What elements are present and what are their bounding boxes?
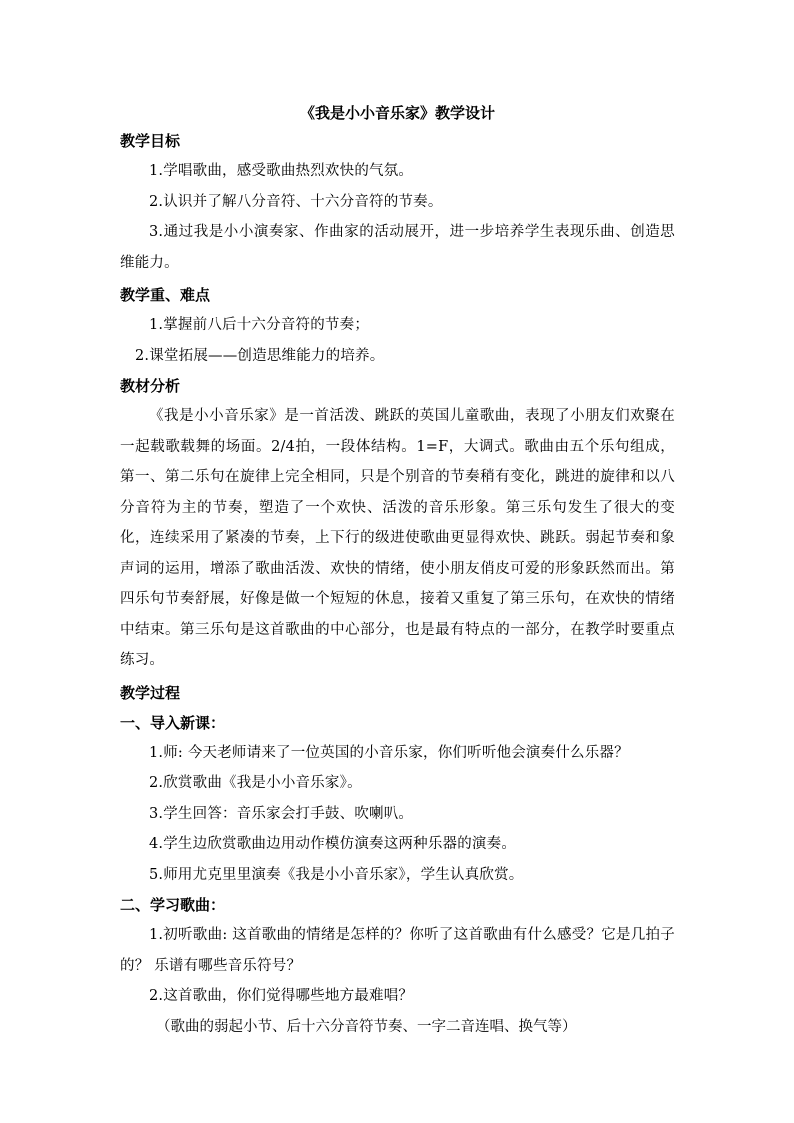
process-part2-heading: 二、学习歌曲：	[120, 896, 226, 914]
process-part2-note: （歌曲的弱起小节、后十六分音符节奏、一字二音连唱、换气等）	[156, 1018, 577, 1035]
section-heading-process: 教学过程	[120, 683, 181, 702]
section-heading-goals: 教学目标	[120, 132, 181, 150]
process-part2-item-1: 1.初听歌曲: 这首歌曲的情绪是怎样的？你听了这首歌曲有什么感受？它是几拍子的？ 乐谱有哪些音乐符号？	[120, 927, 675, 974]
document-title: 《我是小小音乐家》教学设计	[299, 104, 495, 122]
process-part1-item-2: 2.欣赏歌曲《我是小小音乐家》。	[149, 775, 362, 791]
key-point-item-1: 1.掌握前八后十六分音符的节奏；	[149, 317, 370, 333]
process-part1-item-4: 4.学生边欣赏歌曲边用动作模仿演奏这两种乐器的演奏。	[149, 836, 517, 852]
analysis-paragraph: 《我是小小音乐家》是一首活泼、跳跃的英国儿童歌曲，表现了小朋友们欢聚在一起载歌载舞的场面。2/4拍，一段体结构。1=F，大调式。歌曲由五个乐句组成，第一、第二乐句在旋律上完全相同，只是个别音的节奏稍有变化，跳进的旋律和以八分音符为主的节奏，塑造了一个欢快、活泼的音乐形象。第三乐句发生了很大的变化，连续采用了紧凑的节奏，上下行的级进使歌曲更显得欢快、跳跃。弱起节奏和象声词的运用，增添了歌曲活泼、欢快的情绪，使小朋友俏皮可爱的形象跃然而出。第四乐句节奏舒展，好像是做一个短短的休息，接着又重复了第三乐句，在欢快的情绪中结束。第三乐句是这首歌曲的中心部分，也是最有特点的一部分，在教学时要重点练习。	[120, 408, 675, 668]
goal-item-1: 1.学唱歌曲，感受歌曲热烈欢快的气氛。	[149, 163, 414, 179]
section-heading-analysis: 教材分析	[120, 377, 181, 395]
process-part1-item-3: 3.学生回答：音乐家会打手鼓、吹喇叭。	[149, 805, 414, 822]
key-point-item-2: 2.课堂拓展——创造思维能力的培养。	[135, 347, 385, 364]
section-heading-key-points: 教学重、难点	[120, 286, 211, 304]
process-part1-heading: 一、导入新课：	[120, 713, 226, 732]
goal-item-3: 3.通过我是小小演奏家、作曲家的活动展开，进一步培养学生表现乐曲、创造思维能力。	[120, 224, 675, 271]
process-part1-item-5: 5.师用尤克里里演奏《我是小小音乐家》，学生认真欣赏。	[149, 866, 524, 883]
process-part1-item-1: 1.师: 今天老师请来了一位英国的小音乐家，你们听听他会演奏什么乐器？	[149, 744, 629, 761]
process-part2-item-2: 2.这首歌曲，你们觉得哪些地方最难唱？	[149, 988, 414, 1004]
goal-item-2: 2.认识并了解八分音符、十六分音符的节奏。	[149, 193, 443, 210]
document-page	[120, 100, 675, 1042]
